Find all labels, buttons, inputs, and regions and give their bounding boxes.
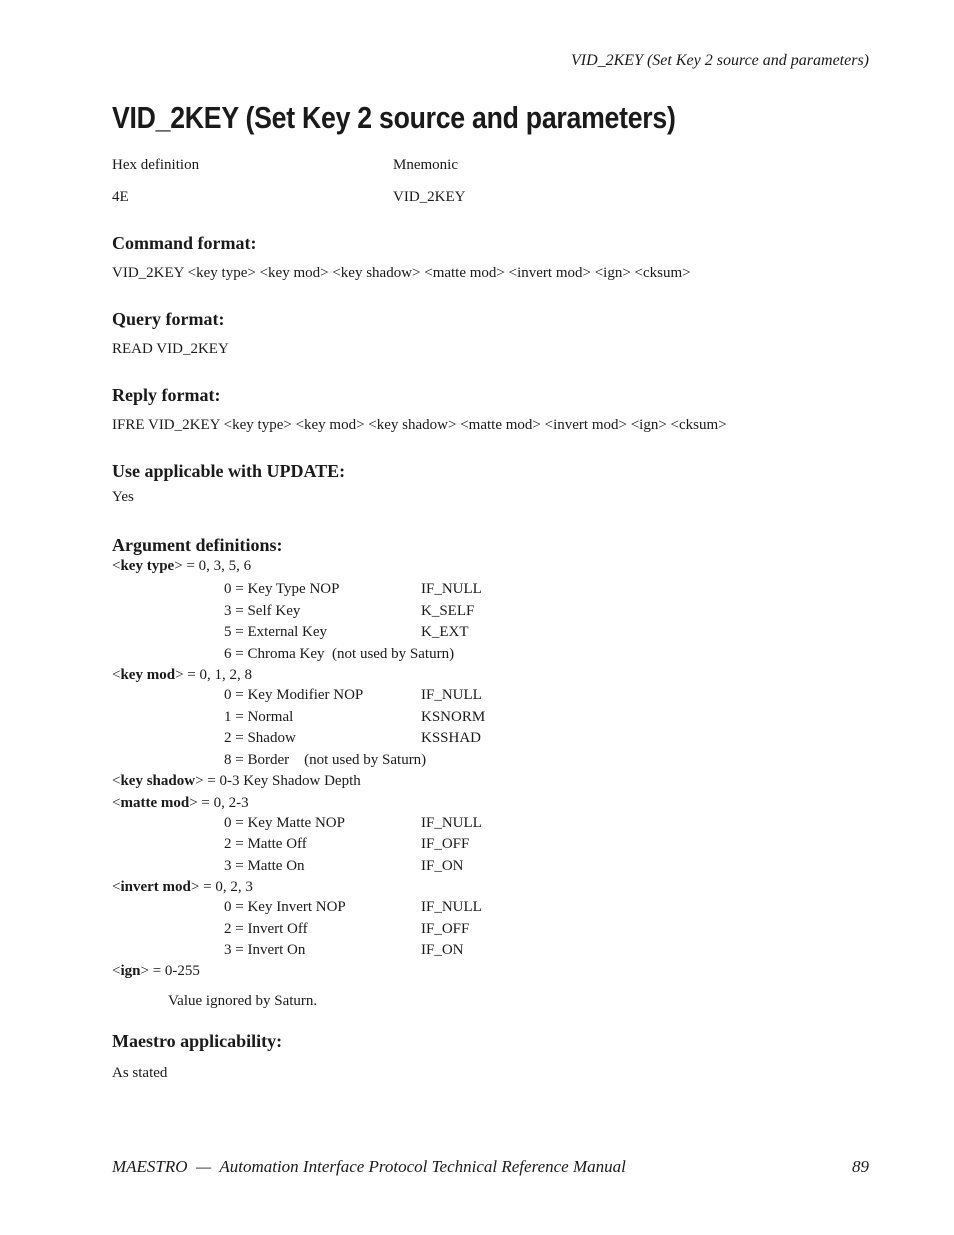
key-type-value: 5 = External Key: [224, 624, 328, 640]
footer-title: MAESTRO — Automation Interface Protocol Technical Reference Manual: [112, 1157, 626, 1176]
arg-ign: <ign> = 0-255: [112, 963, 200, 979]
reply-format-heading: Reply format:: [112, 385, 221, 405]
update-text: Yes: [112, 489, 134, 505]
arguments-heading: Argument definitions:: [112, 535, 283, 555]
key-type-code: IF_NULL: [421, 581, 482, 597]
invert-mod-value: 0 = Key Invert NOP: [224, 899, 346, 915]
command-format-heading: Command format:: [112, 233, 257, 253]
key-type-code: K_EXT: [421, 624, 469, 640]
invert-mod-code: IF_OFF: [421, 921, 470, 937]
query-format-text: READ VID_2KEY: [112, 341, 229, 357]
key-mod-code: IF_NULL: [421, 687, 482, 703]
reply-format-text: IFRE VID_2KEY <key type> <key mod> <key shadow> <matte mod> <invert mod> <ign> <cksum>: [112, 417, 727, 433]
query-format-heading: Query format:: [112, 309, 225, 329]
key-mod-value: 8 = Border (not used by Saturn): [224, 752, 427, 768]
page-number: 89: [852, 1157, 869, 1176]
arg-key-type: <key type> = 0, 3, 5, 6: [112, 558, 252, 574]
arg-key-mod: <key mod> = 0, 1, 2, 8: [112, 667, 252, 683]
matte-mod-code: IF_ON: [421, 858, 464, 874]
matte-mod-code: IF_NULL: [421, 815, 482, 831]
key-type-code: K_SELF: [421, 603, 475, 619]
key-type-value: 6 = Chroma Key (not used by Saturn): [224, 646, 455, 662]
invert-mod-code: IF_ON: [421, 942, 464, 958]
maestro-heading: Maestro applicability:: [112, 1031, 283, 1051]
arg-key-shadow: <key shadow> = 0-3 Key Shadow Depth: [112, 773, 361, 789]
matte-mod-code: IF_OFF: [421, 836, 470, 852]
update-heading: Use applicable with UPDATE:: [112, 461, 346, 481]
arg-invert-mod: <invert mod> = 0, 2, 3: [112, 879, 253, 895]
hex-label: Hex definition: [112, 157, 200, 173]
matte-mod-value: 0 = Key Matte NOP: [224, 815, 345, 831]
key-mod-code: KSSHAD: [421, 730, 482, 746]
key-mod-value: 1 = Normal: [224, 709, 294, 725]
command-format-text: VID_2KEY <key type> <key mod> <key shadow> <matte mod> <invert mod> <ign> <cksum>: [112, 265, 691, 281]
invert-mod-value: 3 = Invert On: [224, 942, 306, 958]
key-mod-value: 2 = Shadow: [224, 730, 296, 746]
mnemonic-value: VID_2KEY: [393, 189, 466, 205]
invert-mod-value: 2 = Invert Off: [224, 921, 308, 937]
arg-matte-mod: <matte mod> = 0, 2-3: [112, 795, 249, 811]
hex-value: 4E: [112, 189, 129, 205]
matte-mod-value: 3 = Matte On: [224, 858, 305, 874]
maestro-text: As stated: [112, 1065, 168, 1081]
invert-mod-code: IF_NULL: [421, 899, 482, 915]
ign-note: Value ignored by Saturn.: [168, 993, 318, 1009]
key-type-value: 0 = Key Type NOP: [224, 581, 340, 597]
key-mod-code: KSNORM: [421, 709, 486, 725]
key-mod-value: 0 = Key Modifier NOP: [224, 687, 364, 703]
key-type-value: 3 = Self Key: [224, 603, 301, 619]
mnemonic-label: Mnemonic: [393, 157, 458, 173]
matte-mod-value: 2 = Matte Off: [224, 836, 307, 852]
running-head: VID_2KEY (Set Key 2 source and parameters): [570, 52, 869, 69]
page-title: VID_2KEY (Set Key 2 source and parameters): [112, 100, 676, 135]
